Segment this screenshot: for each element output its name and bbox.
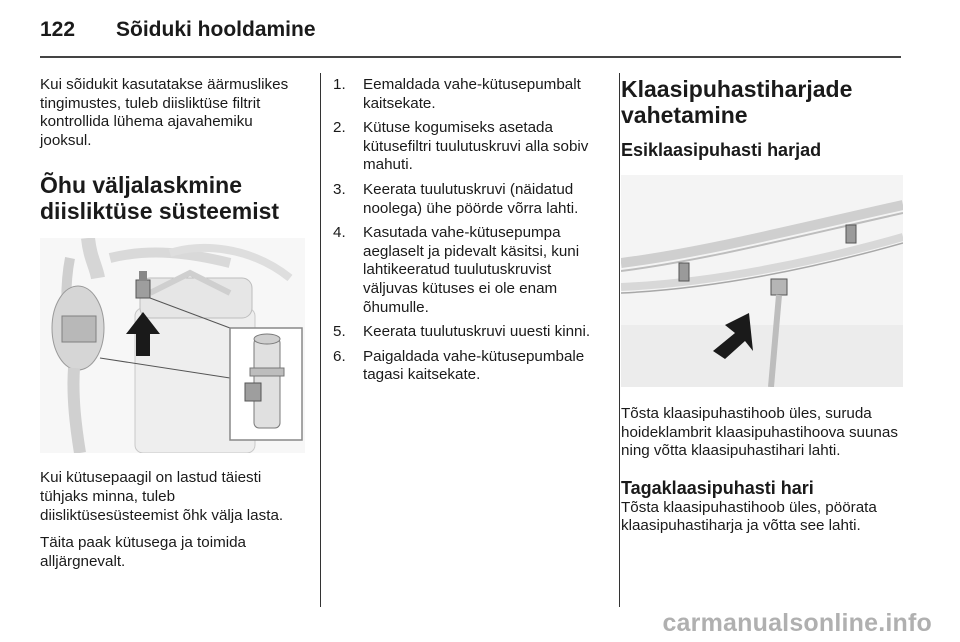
intro-paragraph: Kui sõidukit kasutatakse äärmuslikes tingimustes, tuleb diisliktüse filtrit kontrollida lühema ajavahemiku jooksul. [40,76,289,149]
column-left [40,76,306,580]
paragraph-empty-tank: Kui kütusepaagil on lastud täiesti tühjaks minna, tuleb diisliktüsesüsteemist õhk välja lasta. [40,469,284,524]
subheading-front-wipers: Esiklaasipuhasti harjad [621,140,822,160]
section-heading-air-bleed: Õhu väljalaskmine diisliktüse süsteemist [40,172,280,225]
column-divider-2 [619,73,620,607]
paragraph-front-wiper-removal: Tõsta klaasipuhastihoob üles, suruda hoideklambrit klaasipuhastihoova suunas ning võtta klaasipuhastihari lahti. [621,405,898,460]
header-rule [40,56,901,58]
step-2: 2. Kütuse kogumiseks asetada kütusefiltri tuulutuskruvi alla sobiv mahuti. [333,119,589,174]
page-title: Sõiduki hooldamine [116,18,316,41]
section-heading-wipers: Klaasipuhastiharjade vahetamine [621,76,853,128]
subheading-rear-wiper: Tagaklaasipuhasti hari [621,477,814,498]
step-1: 1. Eemaldada vahe-kütusepumbalt kaitsekate. [333,76,581,112]
column-divider-1 [320,73,321,607]
step-3: 3. Keerata tuulutuskruvi (näidatud noolega) ühe pöörde võrra lahti. [333,180,579,217]
step-5: 5. Keerata tuulutuskruvi uuesti kinni. [333,323,591,341]
column-right [621,76,906,545]
watermark: carmanualsonline.info [662,609,932,637]
wiper-arm-illustration [621,175,903,387]
step-4: 4. Kasutada vahe-kütusepumpa aeglaselt ja pidevalt käsitsi, kuni lahtikeeratud tuulutuskruvist väljuvas kütuses ei ole enam õhumulle. [333,224,580,316]
paragraph-refill: Täita paak kütusega ja toimida alljärgnevalt. [40,534,246,570]
procedure-steps [333,76,605,385]
step-6: 6. Paigaldada vahe-kütusepumbale tagasi kaitsekate. [333,347,585,384]
paragraph-rear-wiper-removal: Tõsta klaasipuhastihoob üles, pöörata klaasipuhastiharja ja võtta see lahti. [621,498,877,535]
fuel-filter-illustration [40,238,305,453]
page-number: 122 [40,18,76,41]
column-middle [333,76,605,391]
